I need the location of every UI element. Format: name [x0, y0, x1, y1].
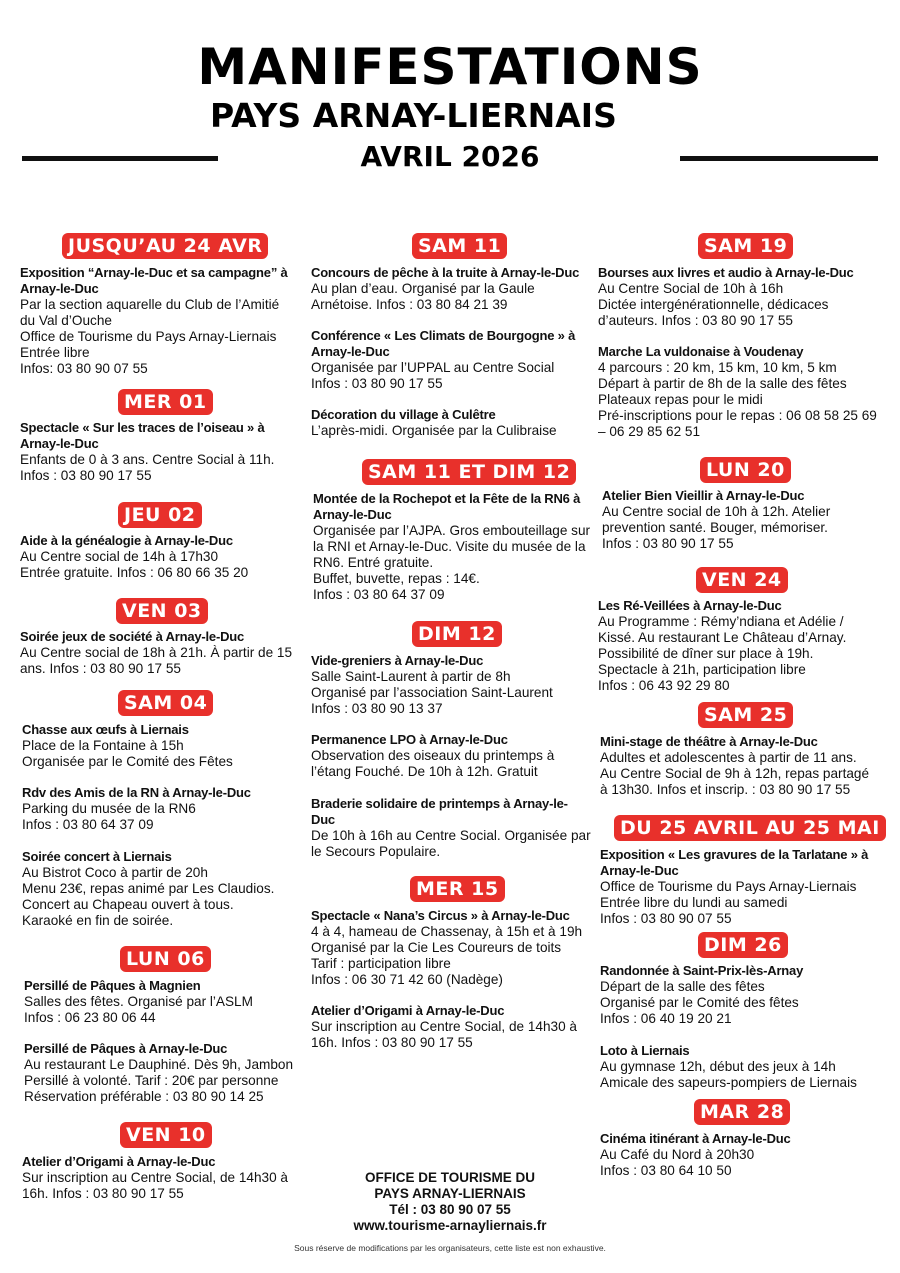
event-line: 4 parcours : 20 km, 15 km, 10 km, 5 km	[598, 360, 837, 375]
event	[20, 629, 298, 677]
event-line: Entrée gratuite. Infos : 06 80 66 35 20	[20, 565, 249, 580]
event-line: Au plan d’eau. Organisé par la Gaule Arnétoise. Infos : 03 80 84 21 39	[311, 281, 535, 312]
event-title: Permanence LPO à Arnay-le-Duc	[311, 732, 508, 747]
footer-contact	[300, 1170, 600, 1234]
footer-line: PAYS ARNAY-LIERNAIS	[374, 1186, 526, 1201]
event	[598, 265, 878, 329]
event-line: Salles des fêtes. Organisé par l’ASLM	[24, 994, 253, 1009]
event-line: Place de la Fontaine à 15h	[22, 738, 184, 753]
event-title: Braderie solidaire de printemps à Arnay-le-Duc	[311, 796, 568, 827]
footer-phone: Tél : 03 80 90 07 55	[389, 1202, 511, 1217]
event-line: Au restaurant Le Dauphiné. Dès 9h, Jambon	[24, 1057, 294, 1072]
event-line: Adultes et adolescentes à partir de 11 ans.	[600, 750, 857, 765]
event-title: Chasse aux œufs à Liernais	[22, 722, 189, 737]
event-line: Enfants de 0 à 3 ans. Centre Social à 11h.	[20, 452, 275, 467]
event	[600, 1131, 878, 1179]
event-line: Possibilité de dîner sur place à 19h.	[598, 646, 814, 661]
event-line: 4 à 4, hameau de Chassenay, à 15h et à 19h	[311, 924, 583, 939]
event-line: Sur inscription au Centre Social, de 14h30 à 16h. Infos : 03 80 90 17 55	[311, 1019, 577, 1050]
date-badge: JEU 02	[118, 502, 202, 528]
event	[22, 722, 298, 770]
event	[20, 265, 298, 377]
event-line: Réservation préférable : 03 80 90 14 25	[24, 1089, 264, 1104]
date-badge: MER 01	[118, 389, 213, 415]
event-title: Persillé de Pâques à Magnien	[24, 978, 201, 993]
event	[311, 407, 591, 439]
event-line: Infos : 06 30 71 42 60 (Nadège)	[311, 972, 503, 987]
event-line: Infos : 03 80 64 37 09	[22, 817, 154, 832]
event-line: Organisée par l’AJPA. Gros embouteillage sur la RNI et Arnay-le-Duc. Visite du musée de la RN6. Entré gratuite.	[313, 523, 591, 570]
event-line: Départ à partir de 8h de la salle des fêtes	[598, 376, 847, 391]
event	[311, 653, 591, 717]
event-title: Persillé de Pâques à Arnay-le-Duc	[24, 1041, 228, 1056]
event-line: Départ de la salle des fêtes	[600, 979, 765, 994]
event	[600, 1043, 878, 1091]
event	[22, 1154, 298, 1202]
event-line: Office de Tourisme du Pays Arnay-Liernais	[600, 879, 857, 894]
event-title: Marche La vuldonaise à Voudenay	[598, 344, 804, 359]
event-line: Infos: 03 80 90 07 55	[20, 361, 148, 376]
date-badge: DU 25 AVRIL AU 25 MAI	[614, 815, 886, 841]
month-title: AVRIL 2026	[360, 140, 540, 173]
date-badge: VEN 03	[116, 598, 208, 624]
date-badge: SAM 11 ET DIM 12	[362, 459, 576, 485]
event	[600, 734, 878, 798]
event-line: Observation des oiseaux du printemps à l’étang Fouché. De 10h à 12h. Gratuit	[311, 748, 555, 779]
event-line: Organisée par l’UPPAL au Centre Social	[311, 360, 555, 375]
date-badge: SAM 04	[118, 690, 213, 716]
event-line: Organisé par le Comité des fêtes	[600, 995, 799, 1010]
event-line: Dictée intergénérationnelle, dédicaces d’auteurs. Infos : 03 80 90 17 55	[598, 297, 829, 328]
event-line: Tarif : participation libre	[311, 956, 451, 971]
event-line: Concert au Chapeau ouvert à tous.	[22, 897, 234, 912]
event	[311, 328, 591, 392]
event	[598, 598, 876, 694]
event-line: Au Café du Nord à 20h30	[600, 1147, 755, 1162]
date-badge: LUN 20	[700, 457, 791, 483]
event-line: Au Centre Social de 9h à 12h, repas partagé à 13h30. Infos et inscrip. : 03 80 90 17 55	[600, 766, 870, 797]
event-title: Concours de pêche à la truite à Arnay-le-Duc	[311, 265, 580, 280]
event-title: Atelier d’Origami à Arnay-le-Duc	[311, 1003, 505, 1018]
event-line: Par la section aquarelle du Club de l’Amitié du Val d’Ouche	[20, 297, 280, 328]
event-line: L’après-midi. Organisée par la Culibraise	[311, 423, 557, 438]
event-title: Rdv des Amis de la RN à Arnay-le-Duc	[22, 785, 251, 800]
date-badge: SAM 19	[698, 233, 793, 259]
footer-website-link[interactable]: www.tourisme-arnayliernais.fr	[353, 1218, 547, 1233]
event	[313, 491, 593, 603]
event	[311, 732, 591, 780]
event-title: Soirée jeux de société à Arnay-le-Duc	[20, 629, 245, 644]
event-line: Office de Tourisme du Pays Arnay-Liernais	[20, 329, 277, 344]
event-line: Au gymnase 12h, début des jeux à 14h	[600, 1059, 836, 1074]
event-line: Organisé par l’association Saint-Laurent	[311, 685, 553, 700]
event	[600, 963, 878, 1027]
event	[311, 796, 591, 860]
event-line: Parking du musée de la RN6	[22, 801, 196, 816]
event-title: Vide-greniers à Arnay-le-Duc	[311, 653, 484, 668]
event	[311, 265, 591, 313]
event-line: Organisé par la Cie Les Coureurs de toits	[311, 940, 562, 955]
event-title: Décoration du village à Culêtre	[311, 407, 496, 422]
event-line: Au Bistrot Coco à partir de 20h	[22, 865, 208, 880]
event	[602, 488, 878, 552]
date-badge: DIM 26	[698, 932, 788, 958]
event-title: Exposition « Les gravures de la Tarlatane » à Arnay-le-Duc	[600, 847, 869, 878]
event-title: Exposition “Arnay-le-Duc et sa campagne” à Arnay-le-Duc	[20, 265, 288, 296]
date-badge: DIM 12	[412, 621, 502, 647]
event-line: Pré-inscriptions pour le repas : 06 08 58 25 69 – 06 29 85 62 51	[598, 408, 877, 439]
event-title: Spectacle « Nana’s Circus » à Arnay-le-Duc	[311, 908, 570, 923]
event-line: Au Centre social de 10h à 12h. Atelier prevention santé. Bouger, mémoriser.	[602, 504, 831, 535]
event-line: Infos : 03 80 64 10 50	[600, 1163, 732, 1178]
event-line: Au Programme : Rémy’ndiana et Adélie / Kissé. Au restaurant Le Château d’Arnay.	[598, 614, 847, 645]
event-line: Entrée libre du lundi au samedi	[600, 895, 788, 910]
event-line: Entrée libre	[20, 345, 90, 360]
event-title: Loto à Liernais	[600, 1043, 690, 1058]
event-line: Au Centre Social de 10h à 16h	[598, 281, 784, 296]
event-line: Spectacle à 21h, participation libre	[598, 662, 806, 677]
footer-line: OFFICE DE TOURISME DU	[364, 1170, 535, 1185]
event	[24, 1041, 300, 1105]
event-line: De 10h à 16h au Centre Social. Organisée par le Secours Populaire.	[311, 828, 591, 859]
event-line: Infos : 03 80 90 07 55	[600, 911, 732, 926]
right-divider	[680, 156, 878, 161]
event-line: Menu 23€, repas animé par Les Claudios.	[22, 881, 275, 896]
event-line: Infos : 03 80 90 17 55	[311, 376, 443, 391]
date-badge: VEN 10	[120, 1122, 212, 1148]
event-line: Amicale des sapeurs-pompiers de Liernais	[600, 1075, 857, 1090]
event-title: Conférence « Les Climats de Bourgogne » à Arnay-le-Duc	[311, 328, 576, 359]
date-badge: SAM 25	[698, 702, 793, 728]
date-badge: SAM 11	[412, 233, 507, 259]
event-line: Infos : 03 80 90 17 55	[20, 468, 152, 483]
event	[22, 785, 298, 833]
event-title: Les Ré-Veillées à Arnay-le-Duc	[598, 598, 782, 613]
event-line: Karaoké en fin de soirée.	[22, 913, 174, 928]
event-line: Organisée par le Comité des Fêtes	[22, 754, 233, 769]
event	[20, 533, 298, 581]
page-title: MANIFESTATIONS	[197, 38, 703, 96]
event-title: Randonnée à Saint-Prix-lès-Arnay	[600, 963, 804, 978]
event-line: Infos : 03 80 90 17 55	[602, 536, 734, 551]
event-title: Cinéma itinérant à Arnay-le-Duc	[600, 1131, 791, 1146]
date-badge: JUSQU’AU 24 AVR	[62, 233, 268, 259]
date-badge: LUN 06	[120, 946, 211, 972]
event-title: Atelier d’Origami à Arnay-le-Duc	[22, 1154, 216, 1169]
event-title: Soirée concert à Liernais	[22, 849, 172, 864]
event	[311, 1003, 591, 1051]
event-line: Au Centre social de 14h à 17h30	[20, 549, 219, 564]
event-line: Buffet, buvette, repas : 14€.	[313, 571, 480, 586]
event-line: Infos : 06 43 92 29 80	[598, 678, 730, 693]
event	[598, 344, 878, 440]
event	[20, 420, 298, 484]
event-line: Infos : 06 40 19 20 21	[600, 1011, 732, 1026]
event-line: Infos : 03 80 64 37 09	[313, 587, 445, 602]
event-line: Infos : 03 80 90 13 37	[311, 701, 443, 716]
event-title: Atelier Bien Vieillir à Arnay-le-Duc	[602, 488, 805, 503]
date-badge: MAR 28	[694, 1099, 790, 1125]
event-line: Au Centre social de 18h à 21h. À partir de 15 ans. Infos : 03 80 90 17 55	[20, 645, 293, 676]
disclaimer: Sous réserve de modifications par les organisateurs, cette liste est non exhaustive.	[294, 1243, 606, 1253]
event-line: Plateaux repas pour le midi	[598, 392, 763, 407]
event-title: Aide à la généalogie à Arnay-le-Duc	[20, 533, 233, 548]
date-badge: VEN 24	[696, 567, 788, 593]
event-line: Persillé à volonté. Tarif : 20€ par personne	[24, 1073, 279, 1088]
event-line: Infos : 06 23 80 06 44	[24, 1010, 156, 1025]
event-title: Montée de la Rochepot et la Fête de la RN6 à Arnay-le-Duc	[313, 491, 581, 522]
page-subtitle: PAYS ARNAY-LIERNAIS	[210, 96, 617, 135]
event-title: Bourses aux livres et audio à Arnay-le-Duc	[598, 265, 854, 280]
event	[24, 978, 300, 1026]
event-title: Spectacle « Sur les traces de l’oiseau » à Arnay-le-Duc	[20, 420, 265, 451]
event	[311, 908, 591, 988]
event-title: Mini-stage de théâtre à Arnay-le-Duc	[600, 734, 818, 749]
event	[600, 847, 878, 927]
event-line: Salle Saint-Laurent à partir de 8h	[311, 669, 511, 684]
date-badge: MER 15	[410, 876, 505, 902]
event-line: Sur inscription au Centre Social, de 14h30 à 16h. Infos : 03 80 90 17 55	[22, 1170, 288, 1201]
event	[22, 849, 298, 929]
